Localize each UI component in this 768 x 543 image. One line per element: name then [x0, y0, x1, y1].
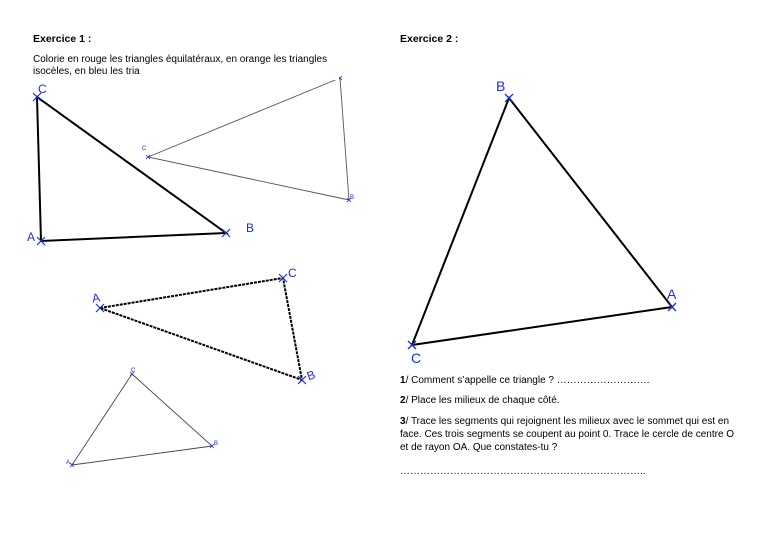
- question-1-text: / Comment s’appelle ce triangle ? ……………………….: [405, 375, 650, 386]
- question-3-text: / Trace les segments qui rejoignent les milieux avec le sommet qui est en face. Ces trois segments se coupent au point 0. Trace le cercle de centre O et de rayon OA. Que constates-tu ?: [400, 416, 735, 453]
- question-1: [400, 374, 740, 387]
- label-t4-c: C: [131, 368, 136, 374]
- image-overlap: [144, 66, 339, 80]
- label-t2-c: C: [142, 146, 147, 152]
- question-3: [400, 415, 740, 454]
- label-t1-c: C: [38, 82, 47, 96]
- label-big-b: B: [496, 78, 506, 94]
- triangle-1: [27, 82, 254, 245]
- triangle-exercise-2: [408, 78, 677, 366]
- question-2-number: 2: [400, 395, 406, 406]
- label-t3-c: C: [288, 266, 297, 280]
- exercise-2-title: Exercice 2 :: [400, 33, 459, 45]
- label-t1-a: A: [27, 230, 36, 244]
- answer-line: ………………………………………………………………..: [400, 466, 646, 477]
- question-3-number: 3: [400, 416, 406, 427]
- label-t2-b: B: [350, 195, 355, 201]
- triangle-4: [66, 368, 218, 467]
- label-t3-b: B: [304, 367, 318, 384]
- instruction-line-1: Colorie en rouge les triangles équilatéraux, en orange les triangles: [33, 54, 328, 65]
- label-t4-a: A: [66, 460, 71, 466]
- triangle-2: [142, 70, 354, 202]
- triangle-3: [91, 266, 317, 384]
- instruction-line-2: isocèles, en bleu les tria: [33, 66, 140, 77]
- label-big-c: C: [411, 350, 422, 366]
- label-t1-b: B: [246, 221, 255, 235]
- question-1-number: 1: [400, 375, 406, 386]
- label-big-a: A: [667, 286, 677, 302]
- label-t4-b: B: [214, 441, 219, 447]
- exercise-1-title: Exercice 1 :: [33, 33, 92, 45]
- question-2: [400, 394, 740, 407]
- label-t3-a: A: [90, 290, 102, 306]
- question-2-text: / Place les milieux de chaque côté.: [405, 395, 560, 406]
